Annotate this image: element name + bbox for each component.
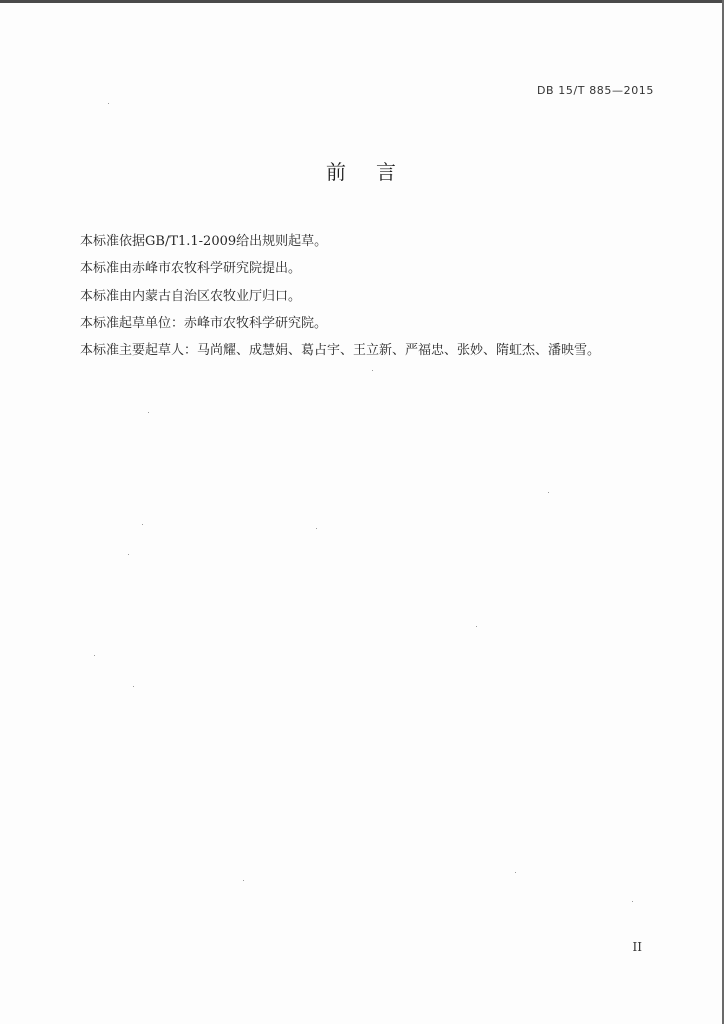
paragraph-administrator: 本标准由内蒙古自治区农牧业厅归口。 xyxy=(80,288,302,304)
scan-speck xyxy=(515,872,516,873)
scan-speck xyxy=(548,492,549,493)
scan-speck xyxy=(128,554,129,555)
scan-speck xyxy=(133,686,134,687)
paragraph-drafting-basis: 本标准依据GB/T1.1-2009给出规则起草。 xyxy=(80,234,328,249)
scan-speck xyxy=(316,528,317,529)
paragraph-drafting-unit: 本标准起草单位：赤峰市农牧科学研究院。 xyxy=(80,315,328,331)
title-char-2: 言 xyxy=(376,160,398,184)
paragraph-proposer: 本标准由赤峰市农牧科学研究院提出。 xyxy=(80,261,302,277)
scan-speck xyxy=(372,370,373,371)
top-scan-edge xyxy=(0,0,724,3)
scan-speck xyxy=(148,412,149,413)
scan-speck xyxy=(476,626,477,627)
scan-speck xyxy=(243,880,244,881)
page-number: II xyxy=(632,940,642,954)
page-title xyxy=(0,156,724,185)
document-code: DB 15/T 885—2015 xyxy=(536,84,654,97)
scan-speck xyxy=(94,655,95,656)
scan-speck xyxy=(632,901,633,902)
paragraph-main-drafters: 本标准主要起草人：马尚耀、成慧娟、葛占宇、王立新、严福忠、张妙、隋虹杰、潘映雪。 xyxy=(80,343,601,359)
scan-speck xyxy=(108,103,109,104)
scan-speck xyxy=(142,524,143,525)
title-char-1: 前 xyxy=(326,160,348,184)
foreword-body xyxy=(80,228,660,364)
